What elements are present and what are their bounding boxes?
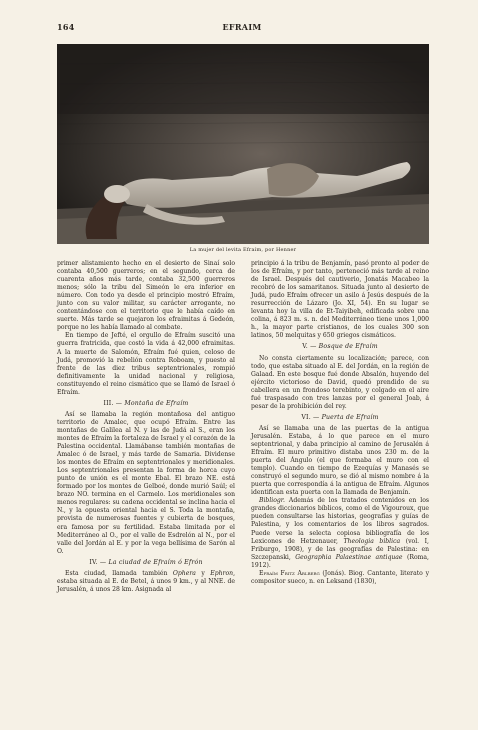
entry-name: Efraím Fritz Arlberg (259, 569, 320, 577)
section-number: IV. — (89, 558, 107, 566)
text-run: Esta ciudad, llamada también (65, 569, 173, 577)
text-run: (Roma, 1912). (251, 553, 429, 569)
section-heading-iv (57, 559, 235, 567)
right-column (251, 260, 429, 586)
page-header (57, 22, 427, 34)
text-run: y (195, 569, 211, 577)
section-number: V. — (302, 343, 317, 351)
section-number: VI. — (301, 413, 320, 421)
bibliography-label: Bibliogr. (259, 497, 285, 505)
paragraph: En tiempo de Jefté, el orgullo de Efraím suscitó una guerra fratricida, que costó la vida á 42,000 efraimitas. A la muerte de Salomón, Efraím fué quien, celoso de Judá, promovió la rebelión contra Roboam, y puesto al frente de las diez tribus septentrionales, rompió definitivamente la unidad nacional y religiosa, constituyendo el reino cismático que se llamó de Israel ó Efraím. (57, 332, 235, 396)
text-run: (Jonás). Biog. Cantante, literato y compositor sueco, n. en Leksand (1830), (251, 569, 430, 585)
text-run: Además de los tratados contenidos en los grandes diccionarios bíblicos, como el de Vigouroux, que pueden consultarse las historias, geografías y guías de Palestina, y los comentarios de los libros sagrados. Puede verse la selecta copiosa bibliografía de los Lexicones de Hetzenauer, (251, 497, 429, 545)
engraving-figure (57, 44, 429, 244)
engraving-illustration (57, 44, 429, 244)
text-run: , estaba situada al E. de Betel, á unos 9 km., y al NNE. de Jerusalén, á unos 28 km. Asignada al (57, 569, 235, 593)
text-run: Ephron (210, 569, 234, 577)
page-number: 164 (57, 22, 75, 32)
section-title: Montaña de Efraím (124, 399, 189, 407)
paragraph (57, 570, 235, 594)
bibliography (251, 497, 429, 569)
section-number: III. — (103, 399, 123, 407)
text-run: Ophera (172, 569, 196, 577)
paragraph: primer alistamiento hecho en el desierto de Sinaí solo contaba 40,500 guerreros; en el segundo, cerca de cuarenta años más tarde, contaba 32,500 guerreros menos; sólo la tribu del Simeón le era inferior en número. Con todo ya desde el principio mostró Efraím, junto con su valor militar, su carácter arrogante, no contentándose con el territorio que le había caído en suerte. Más tarde se quejaron los efraimitas á Gedeón, porque no les había llamado al combate. (57, 260, 235, 332)
section-heading-v (251, 343, 429, 351)
section-title: Bosque de Efraím (318, 343, 378, 351)
left-column (57, 260, 235, 594)
section-heading-vi (251, 414, 429, 422)
paragraph: Así se llamaba la región montañosa del antiguo territorio de Amalec, que ocupó Efraím. Entre las montañas de Galilea al N. y las de Judá al S., eran los montes de Efraím la fortaleza de Israel y el corazón de la Palestina occidental. Llamábanse también montañas de Amalec ó de Israel, y más tarde de Samaria. Dividense los montes de Efraím en septentrionales y meridionales. Los septentrionales presentan la forma de horca cuyo punto de unión es el monte Ebal. El brazo NE. está formado por los montes de Gelboé, donde murió Saúl; el brazo NO. termina en el Carmelo. Los meridionales son menos regulares: su cadena occidental se inclina hacia el N., y la opuesta oriental hacia el S. Toda la montaña, provista de numerosas fuentes y cubierta de bosques, era famosa por su fertilidad. Estaba limitada por el Mediterráneo al O., por el valle de Esdrelón al N., por el valle del Jordán al E. y por la vega bellísima de Sarón al O. (57, 410, 235, 555)
section-heading-iii (57, 400, 235, 408)
running-title: EFRAIM (222, 22, 262, 32)
text-run: Theologia biblica (343, 537, 401, 545)
text-run: (vol. I, Friburgo, 1908), y de las geografías de Palestina: en Szczepanski, (251, 537, 429, 561)
section-title: Puerta de Efraím (321, 413, 379, 421)
paragraph: No consta ciertamente su localización; parece, con todo, que estaba situado al E. del Jordán, en la región de Galaad. En este bosque fué donde Absalón, huyendo del ejército victorioso de David, quedó prendido de su cabellera en un frondoso terebinto, y colgado en el aire fué traspasado con tres lanzas por el general Joab, á pesar de la prohibición del rey. (251, 354, 429, 410)
text-run: Geographia Palaestinae antiquae (295, 553, 403, 561)
entry (251, 570, 429, 586)
paragraph: Así se llamaba una de las puertas de la antigua Jerusalén. Estaba, á lo que parece en el muro septentrional, y daba principio al camino de Jerusalén á Efraím. El muro primitivo distaba unos 230 m. de la puerta del Ángulo (el que formaba el muro con el templo). Cuando en tiempo de Ezequías y Manasés se construyó el segundo muro, se dió al mismo nombre á la puerta que correspondía á la antigua de Efraím. Algunos identifican esta puerta con la llamada de Benjamín. (251, 424, 429, 497)
section-title: La ciudad de Efraím ó Efrón (108, 558, 203, 566)
figure-caption: La mujer del levita Efraím, por Henner (189, 247, 297, 253)
paragraph: principio á la tribu de Benjamín, pasó pronto al poder de los de Efraím, y por tanto, perteneció más tarde al reino de Israel. Después del cautiverio, Jonatás Macabeo la recobró de los samaritanos. Situada junto al desierto de Judá, pudo Efraím ofrecer un asilo á Jesús después de la resurrección de Lázaro (Jo. XI, 54). En su lugar se levanta hoy la villa de Et-Taiyibeh, edificada sobre una colina, á 823 m. s. n. del Mediterráneo tiene unos 1,000 h., la mayor parte cristianos, de los cuales 300 son latinos, 50 melquitas y 650 griegos cismáticos. (251, 260, 429, 340)
